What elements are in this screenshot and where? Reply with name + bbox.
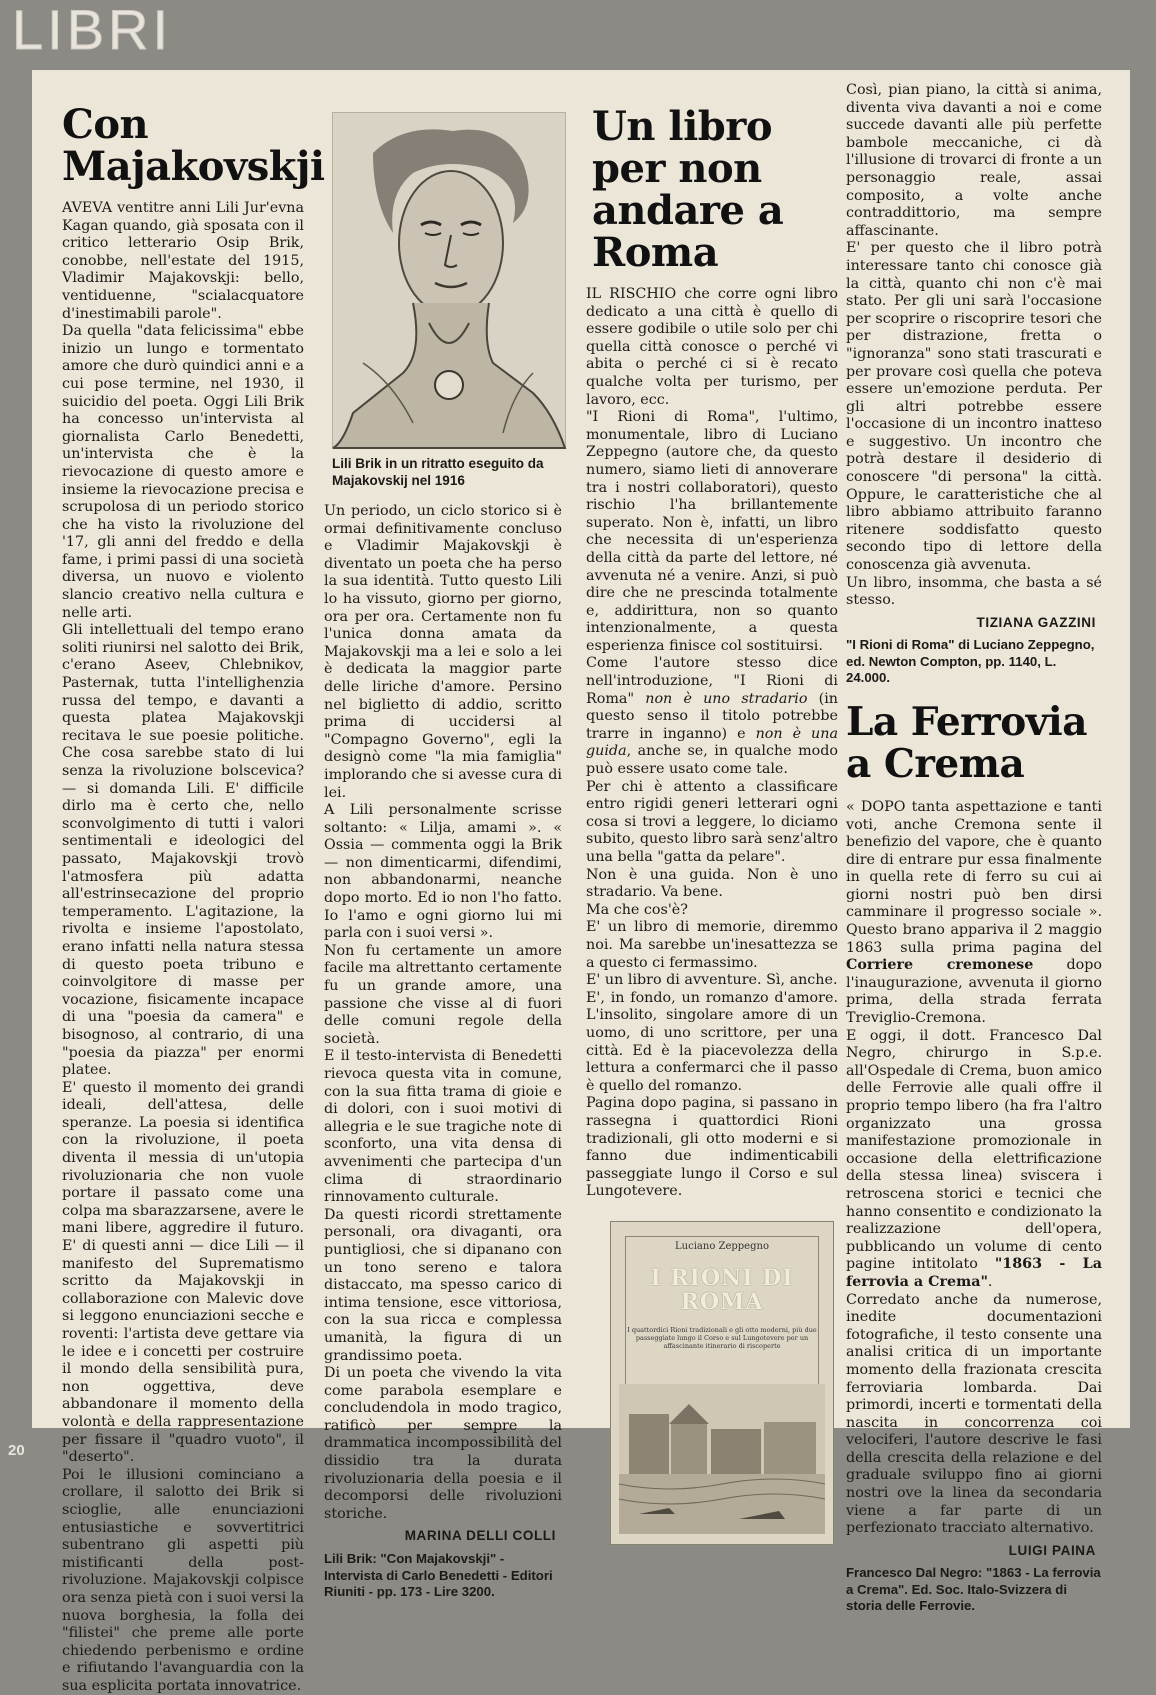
paragraph: Di un poeta che vivendo la vita come parabola esemplare e concludendola in modo tragico, ratificò per sempre la drammatica incompossibilità del dissidio tra la durata rivoluzionaria della poesia e il decomporsi delle rivoluzioni storiche.: [324, 1365, 562, 1522]
paragraph: « DOPO tanta aspettazione e tanti voti, anche Cremona sente il benefizio del vapore, che è quanto dire di entrare pur essa finalmente in quella rete di ferro su cui ai giorni nostri può ben dirsi camminare il progresso sociale ». Questo brano appariva il 2 maggio 1863 sulla prima pagina del Corriere cremonese dopo l'inaugurazione, avvenuta il giorno prima, della strada ferrata Treviglio-Cremona.: [846, 798, 1102, 1027]
lili-brik-portrait-sketch: [333, 113, 565, 448]
book-cover-subtitle: I quattordici Rioni tradizionali e gli otto moderni, più due passeggiate lungo il Corso e sul Lungotevere per un affascinante itinerario di riscoperte: [627, 1325, 817, 1350]
paragraph-intro: Come l'autore stesso dice nell'introduzione, "I Rioni di Roma" non è uno stradario (in questo senso il titolo potrebbe trarre in inganno) e non è una guida, anche se, in qualche modo può essere usato come tale.: [586, 655, 839, 778]
paragraph: Da questi ricordi strettamente personali, ora divaganti, ora puntigliosi, che si dipanano con un tono sereno e talora distaccato, ma spesso carico di intima tensione, esce vittoriosa, con la sua ricca e complessa umanità, la figura di un grandissimo poeta.: [324, 1206, 562, 1364]
book-cover-rioni-di-roma: [610, 1221, 834, 1545]
paragraph: Poi le illusioni cominciano a crollare, il salotto dei Brik si scioglie, alle enunciazioni entusiastiche e sovvertitrici subentrano gli aspetti più mistificanti della post-rivoluzione. Majakovskji colpisce ora senza pietà con i suoi versi la nuova borghesia, la folla dei "filistei" che preme alle porte chiedendo perbenismo e ordine e rifiutando l'avanguardia con la sua esplicita portata innovatrice.: [62, 1466, 304, 1694]
column-4: [846, 82, 1102, 1615]
page-number: 20: [8, 1442, 25, 1459]
paragraph: "I Rioni di Roma", l'ultimo, monumentale, libro di Luciano Zeppegno (autore che, da questo numero, siamo lieti di annoverare tra i nostri collaboratori), questo rischio l'ha brillantemente superato. Non è, infatti, un libro che necessita di un'esperienza della città da parte del lettore, né avvenuta né a venire. Anzi, si può dire che ne prescinda totalmente e, addirittura, non so quanto intenzionalmente, a questa esperienza finisce col sostituirsi.: [586, 409, 838, 654]
paragraph: E', in fondo, un romanzo d'amore. L'insolito, singolare amore di un uomo, di uno scrittore, per una città. Ed è la piacevolezza della lettura a confermarci che il passo è quello del romanzo.: [586, 989, 838, 1094]
magazine-page: [32, 70, 1130, 1694]
headline-ferrovia-crema: La Ferrovia a Crema: [846, 698, 1087, 787]
portrait-image: [332, 112, 566, 449]
paragraph: Per chi è attento a classificare entro rigidi generi letterari ogni cosa si trovi a leggere, lo diciamo subito, questo libro sarà senz'altro una bella "gatta da pelare".: [586, 778, 838, 865]
headline-majakovskji: Con Majakovskji: [62, 101, 325, 190]
paragraph: E' questo il momento dei grandi ideali, dell'attesa, delle speranze. La poesia si identifica con la rivoluzione, il poeta diventa il messia di un'utopia rivoluzionaria che non vuole portare il passato come una colpa ma sbarazzarsene, avere le mani libere, aggredire il futuro. E' di questi anni — dice Lili — il manifesto del Suprematismo scritto da Majakovskji in collaborazione con Malevic dove si leggono enunciazioni secche e roventi: l'artista deve gettare via le idee e i concetti per costruire il mondo della sensibilità pura, non oggettiva, deve abbandonare il momento della volontà e della rappresentazione per fissare il "quadro vuoto", il "deserto".: [62, 1079, 304, 1466]
column-2: [324, 82, 562, 1601]
book-reference-ferrovia: Francesco Dal Negro: "1863 - La ferrovia a Crema". Ed. Soc. Italo-Svizzera di storia delle Ferrovie.: [846, 1565, 1101, 1614]
paragraph: Così, pian piano, la città si anima, diventa viva davanti a noi e come succede davanti alle più perfette bambole meccaniche, ci dà l'illusione di trovarci di fronte a un personaggio reale, assai composito, a volte anche contraddittorio, ma sempre affascinante.: [846, 82, 1102, 239]
paragraph: Pagina dopo pagina, si passano in rassegna i quattordici Rioni tradizionali, gli otto moderni e si fanno due indimenticabili passeggiate lungo il Corso e sul Lungotevere.: [586, 1095, 838, 1200]
paragraph: E il testo-intervista di Benedetti rievoca questa vita in comune, con la sua fitta trama di gioie e di dolori, con i suoi motivi di allegria e le sue tragiche note di sconforto, una vita densa di avvenimenti che partecipa d'un clima di straordinario rinnovamento culturale.: [324, 1048, 562, 1206]
paragraph: E oggi, il dott. Francesco Dal Negro, chirurgo in S.p.e. all'Ospedale di Crema, buon amico delle Ferrovie alle quali offre il proprio tempo libero (ha fra l'altro organizzato una grossa manifestazione promozionale in occasione della elettrificazione della stessa linea) sviscera i retroscena storici e tecnici che hanno consentito e condizionato la realizzazione dell'opera, pubblicando un volume di cento pagine intitolato "1863 - La ferrovia a Crema".: [846, 1027, 1102, 1290]
paragraph: IL RISCHIO che corre ogni libro dedicato a una città è quello di essere godibile o utile solo per chi quella città conosce o perché vi abita o perché ci si è recato qualche volta per turismo, per lavoro, ecc.: [586, 286, 838, 408]
paragraph: Da quella "data felicissima" ebbe inizio un lungo e tormentato amore che durò quindici anni e a cui pose termine, nel 1930, il suicidio del poeta. Oggi Lili Brik ha concesso un'intervista al giornalista Carlo Benedetti, un'intervista che è la rievocazione di questo amore e insieme la rievocazione precisa e scrupolosa di un periodo storico che ha visto la rivoluzione del '17, gli anni del freddo e della fame, i primi passi di una società diversa, un nuovo e violento slancio creativo nella cultura e nelle arti.: [62, 323, 304, 621]
book-reference-rioni: "I Rioni di Roma" di Luciano Zeppegno, ed. Newton Compton, pp. 1140, L. 24.000.: [846, 637, 1095, 686]
paragraph: Corredato anche da numerose, inedite documentazioni fotografiche, il testo consente una analisi critica di un importante momento della frazionata crescita ferroviaria lombarda. Dai primordi, incerti e tormentati della nascita in concorrenza coi velociferi, l'autore descrive le fasi della crescita della relazione e del graduale sviluppo fino ai giorni nostri ove la linea da secondaria viene a far parte di un perfezionato tracciato alternativo.: [846, 1291, 1102, 1537]
column-3: [586, 82, 838, 1545]
paragraph: Gli intellettuali del tempo erano soliti riunirsi nel salotto dei Brik, c'erano Aseev, Chlebnikov, Pasternak, tutta l'intellighenzia russa del tempo, e davanti a questa platea Majakovskji recitava le sue poesie politiche. Che cosa sarebbe stato di lui senza la rivoluzione bolscevica? — si domanda Lili. E' difficile dirlo ma è certo che, nello sconvolgimento di tutti i valori sentimentali e ideologici del passato, Majakovskji trovò l'atmosfera più adatta all'estrinsecazione del proprio temperamento. L'agitazione, la rivolta e insieme l'apostolato, erano infatti nella natura stessa di questo poeta tribuno e coinvolgitore di masse per vocazione, fisicamente incapace di una "poesia da camera" e bisognoso, al contrario, di una "poesia da piazza" per enormi platee.: [62, 622, 304, 1079]
paragraph: Non fu certamente un amore facile ma altrettanto certamente fu un grande amore, una passione che visse al di fuori delle comuni regole della società.: [324, 942, 562, 1047]
book-cover-title: I RIONI DI ROMA: [650, 1264, 794, 1315]
byline-paina: LUIGI PAINA: [1008, 1542, 1096, 1558]
portrait-caption: Lili Brik in un ritratto eseguito da Majakovskij nel 1916: [332, 456, 544, 488]
paragraph: Non è una guida. Non è uno stradario. Va bene.: [586, 866, 838, 901]
paragraph: E' per questo che il libro potrà interessare tanto chi conosce già la città, quanto chi non c'è mai stato. Per gli uni sarà l'occasione per scoprire o riscoprire tesori che per distrazione, fretta o "ignoranza" sono stati trascurati e per provare così quella che poteva essere un'emozione perduta. Per gli altri potrebbe essere l'occasione di un incontro inatteso e suggestivo. Un incontro che potrà destare il desiderio di conoscere "di persona" la città. Oppure, le caratteristiche che al libro abbiamo attribuito faranno ritenere soddisfatto questo secondo tipo di lettore della conoscenza già avvenuta.: [846, 240, 1102, 574]
paragraph: AVEVA ventitre anni Lili Jur'evna Kagan quando, già sposata con il critico letterario Osip Brik, conobbe, nell'estate del 1915, Vladimir Majakovskji: bello, ventiduenne, "scialacquatore d'inestimabili parole".: [62, 200, 304, 322]
section-label: LIBRI: [12, 0, 173, 61]
paragraph: Un periodo, un ciclo storico si è ormai definitivamente concluso e Vladimir Majakovskji è diventato un poeta che ha perso la sua identità. Tutto questo Lili lo ha vissuto, giorno per giorno, ora per ora. Certamente non fu l'unica donna amata da Majakovskji ma a lei e solo a lei è dedicata la maggior parte delle liriche d'amore. Persino nel biglietto di addio, scritto prima di uccidersi al "Compagno Governo", egli la designò come "la mia famiglia" implorando che si avesse cura di lei.: [324, 503, 562, 801]
byline-gazzini: TIZIANA GAZZINI: [976, 614, 1096, 630]
paragraph: Ma che cos'è?: [586, 901, 688, 918]
book-cover-author: Luciano Zeppegno: [675, 1240, 769, 1252]
book-reference-majakovskji: Lili Brik: "Con Majakovskji" - Intervista di Carlo Benedetti - Editori Riuniti - pp. 173 - Lire 3200.: [324, 1551, 553, 1600]
paragraph: E' un libro di avventure. Sì, anche.: [586, 972, 838, 989]
headline-rioni-di-roma: Un libro per non andare a Roma: [592, 103, 784, 276]
paragraph: E' un libro di memorie, diremmo noi. Ma sarebbe un'inesattezza se a questo ci fermassimo.: [586, 919, 838, 971]
byline-delli-colli: MARINA DELLI COLLI: [404, 1528, 556, 1544]
paragraph: Un libro, insomma, che basta a sé stesso.: [846, 574, 1102, 609]
rome-river-engraving: [619, 1384, 825, 1534]
column-1: [62, 82, 325, 1695]
paragraph: A Lili personalmente scrisse soltanto: « Lilja, amami ». « Ossia — commenta oggi la Brik — non dimenticarmi, difendimi, non abbandonarmi, neanche dopo morto. Ed io non l'ho fatto. Io l'amo e ogni giorno lui mi parla con i suoi versi ».: [324, 802, 562, 942]
